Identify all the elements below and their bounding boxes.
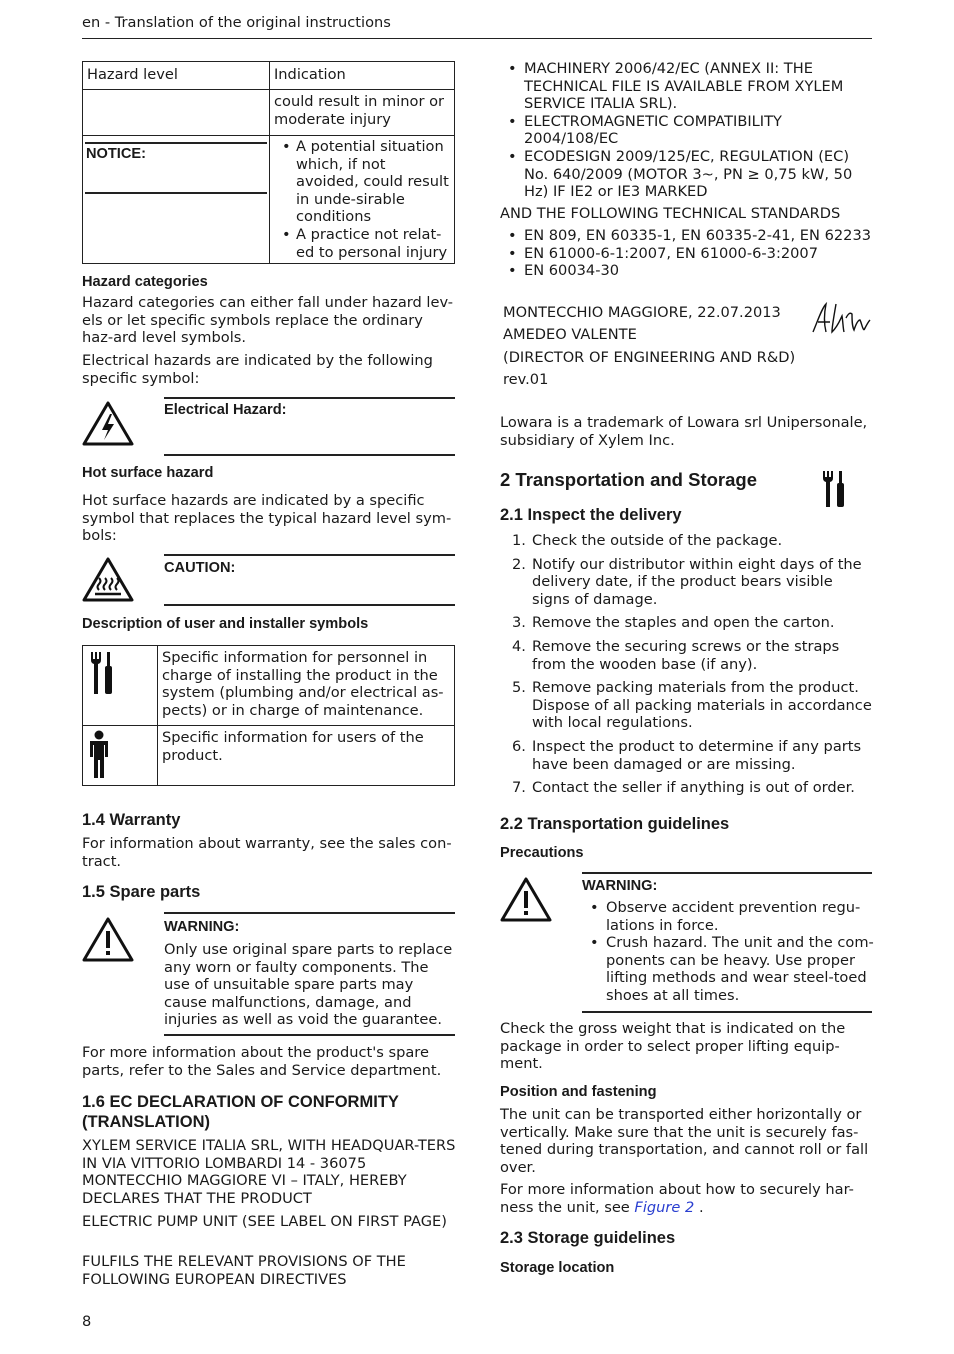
caution-label: CAUTION: [164, 560, 236, 576]
list-item: • Crush hazard. The unit and the com-ponents can be heavy. Use proper lifting methods and wear steel-toed shoes at all times. [582, 934, 874, 1004]
transport-heading: 2 Transportation and Storage [500, 469, 757, 490]
warranty-text: For information about warranty, see the sales con-tract. [82, 835, 452, 870]
list-item: 3. Remove the staples and open the carton. [512, 614, 835, 632]
spare-warning-text: Only use original spare parts to replace any worn or faulty components. The use of unsuitable spare parts may cause malfunctions, damage, and injuries as well as void the guarantee. [164, 941, 453, 1029]
inspect-steps [500, 532, 872, 803]
page-number: 8 [82, 1313, 92, 1330]
hazard-table [82, 61, 455, 264]
list-item: • A potential situation which, if not avoided, could result in unde-sirable conditions [274, 138, 450, 226]
storage-location-title: Storage location [500, 1260, 615, 1276]
hazard-level-header: Hazard level [83, 62, 270, 90]
sign-role: (DIRECTOR OF ENGINEERING AND R&D) [503, 348, 796, 366]
warranty-heading: 1.4 Warranty [82, 811, 181, 829]
list-item: 6. Inspect the product to determine if any parts have been damaged or are missing. [512, 737, 862, 773]
notice-label: NOTICE: [86, 146, 146, 162]
hazard-categories-title: Hazard categories [82, 274, 208, 290]
list-item: 1. Check the outside of the package. [512, 532, 783, 549]
warning-icon [500, 876, 552, 922]
list-item: 7. Contact the seller if anything is out of order. [512, 779, 855, 797]
ec-heading: 1.6 EC DECLARATION OF CONFORMITY (TRANSLATION) [82, 1093, 399, 1131]
transport-warning-label: WARNING: [582, 878, 658, 894]
user-person-icon [87, 730, 153, 780]
warning-icon [82, 916, 134, 962]
handwritten-signature [810, 300, 872, 336]
hazard-row1-text: could result in minor or moderate injury [270, 90, 455, 136]
list-item: • Observe accident prevention regu-lations in force. [582, 899, 874, 934]
hazard-categories-p2: Electrical hazards are indicated by the following specific symbol: [82, 352, 433, 387]
standards-intro: AND THE FOLLOWING TECHNICAL STANDARDS [500, 205, 841, 222]
hot-surface-p1: Hot surface hazards are indicated by a specific symbol that replaces the typical hazard level sym-bols: [82, 492, 452, 545]
guidelines-heading: 2.2 Transportation guidelines [500, 815, 730, 833]
position-text: The unit can be transported either horizontally or vertically. Make sure that the unit is securely fas-tened during transportation, and cannot roll or fall over. [500, 1106, 869, 1176]
figure-2-link[interactable]: Figure 2 [634, 1198, 695, 1216]
precautions-title: Precautions [500, 845, 584, 861]
transport-warning-list [582, 899, 874, 1005]
list-item: 5. Remove packing materials from the product. Dispose of all packing materials in accordance with local regulations. [512, 679, 872, 732]
spare-parts-heading: 1.5 Spare parts [82, 883, 201, 901]
installer-tools-icon [820, 469, 850, 509]
electrical-hazard-label: Electrical Hazard: [164, 402, 287, 418]
list-item: • EN 60034-30 [500, 262, 875, 280]
installer-text: Specific information for personnel in charge of installing the product in the system (plumbing and/or electrical as-pects) or in charge of maintenance. [158, 646, 455, 726]
user-symbols-title: Description of user and installer symbols [82, 616, 369, 632]
signature-block [503, 302, 795, 391]
ec-p3: FULFILS THE RELEVANT PROVISIONS OF THE FOLLOWING EUROPEAN DIRECTIVES [82, 1253, 406, 1288]
indication-header: Indication [270, 62, 455, 90]
trademark-text: Lowara is a trademark of Lowara srl Unipersonale, subsidiary of Xylem Inc. [500, 414, 868, 449]
installer-tools-icon [87, 650, 153, 696]
running-header: en - Translation of the original instructions [82, 14, 391, 31]
spare-warning-label: WARNING: [164, 919, 240, 935]
list-item: • MACHINERY 2006/42/EC (ANNEX II: THE TECHNICAL FILE IS AVAILABLE FROM XYLEM SERVICE ITALIA SRL). [500, 60, 872, 113]
spare-more-text: For more information about the product's spare parts, refer to the Sales and Service department. [82, 1044, 442, 1079]
list-item: • EN 809, EN 60335-1, EN 60335-2-41, EN 62233 [500, 227, 875, 245]
sign-rev: rev.01 [503, 370, 549, 388]
list-item: 4. Remove the securing screws or the straps from the wooden base (if any). [512, 637, 840, 673]
user-symbols-table [82, 645, 455, 786]
list-item: • ECODESIGN 2009/125/EC, REGULATION (EC) No. 640/2009 (MOTOR 3~, PN ≥ 0,75 kW, 50 Hz) IF IE2 or IE3 MARKED [500, 148, 872, 201]
position-title: Position and fastening [500, 1084, 657, 1100]
header-rule [82, 38, 872, 39]
hazard-categories-p1: Hazard categories can either fall under hazard lev-els or let specific symbols replace the ordinary haz-ard level symbols. [82, 294, 453, 347]
notice-list [274, 138, 450, 261]
hot-surface-title: Hot surface hazard [82, 465, 214, 481]
standards-list [500, 227, 875, 280]
user-text: Specific information for users of the product. [158, 726, 455, 786]
list-item: • ELECTROMAGNETIC COMPATIBILITY 2004/108/EC [500, 113, 872, 148]
harness-text: For more information about how to securely har-ness the unit, see Figure 2 . [500, 1181, 854, 1216]
directives-list [500, 60, 872, 201]
ec-p1: XYLEM SERVICE ITALIA SRL, WITH HEADQUAR-TERS IN VIA VITTORIO LOMBARDI 14 - 36075 MONTECCHIO MAGGIORE VI – ITALY, HEREBY DECLARES THAT THE PRODUCT [82, 1137, 456, 1207]
inspect-heading: 2.1 Inspect the delivery [500, 506, 682, 524]
sign-name: AMEDEO VALENTE [503, 326, 637, 344]
storage-heading: 2.3 Storage guidelines [500, 1229, 676, 1247]
hot-surface-icon [82, 556, 134, 602]
list-item: 2. Notify our distributor within eight days of the delivery date, if the product bears visible signs of damage. [512, 555, 862, 608]
list-item: • EN 61000-6-1:2007, EN 61000-6-3:2007 [500, 245, 875, 263]
sign-place: MONTECCHIO MAGGIORE, 22.07.2013 [503, 304, 781, 321]
ec-p2: ELECTRIC PUMP UNIT (SEE LABEL ON FIRST PAGE) [82, 1213, 447, 1230]
gross-weight-text: Check the gross weight that is indicated on the package in order to select proper lifting equip-ment. [500, 1020, 846, 1073]
electrical-hazard-icon [82, 400, 134, 446]
list-item: • A practice not relat-ed to personal injury [274, 226, 450, 261]
